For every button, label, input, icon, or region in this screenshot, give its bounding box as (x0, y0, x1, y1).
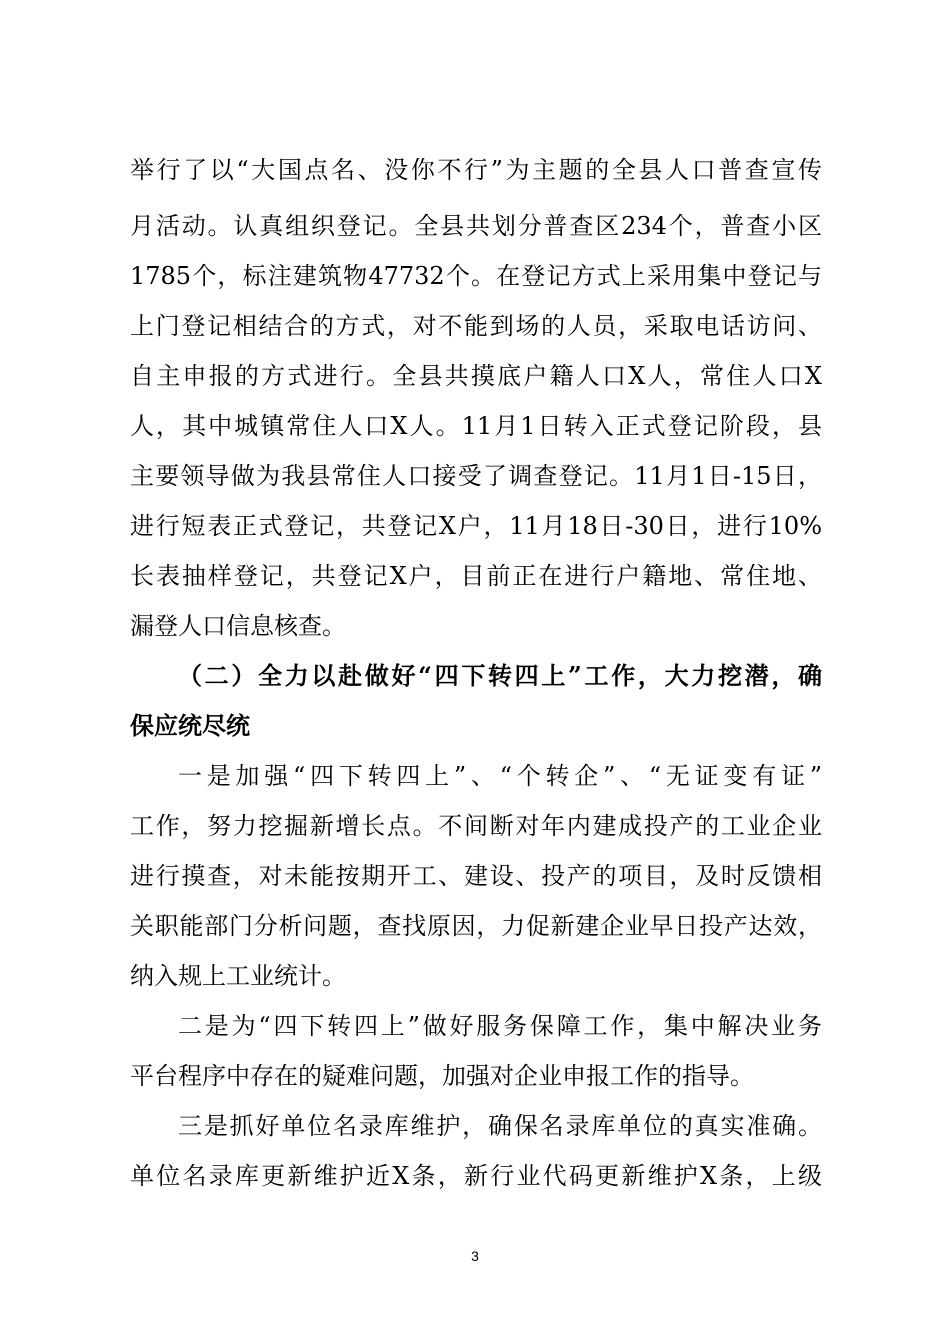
body-text-line: 主要领导做为我县常住人口接受了调查登记。11月1日-15日， (130, 462, 822, 490)
body-text-line: 单位名录库更新维护近X条，新行业代码更新维护X条，上级 (130, 1162, 822, 1190)
body-text-line: 平台程序中存在的疑难问题，加强对企业申报工作的指导。 (130, 1062, 754, 1090)
body-text-line: 进行摸查，对未能按期开工、建设、投产的项目，及时反馈相 (130, 862, 822, 890)
body-text-line: 工作，努力挖掘新增长点。不间断对年内建成投产的工业企业 (130, 812, 822, 840)
body-text-line: 纳入规上工业统计。 (130, 962, 346, 990)
body-text-line: 长表抽样登记，共登记X户，目前正在进行户籍地、常住地、 (130, 562, 822, 590)
body-text-line: 举行了以“大国点名、没你不行”为主题的全县人口普查宣传 (130, 156, 822, 184)
section-heading-line: 保应统尽统 (130, 711, 250, 740)
body-text-line: 三是抓好单位名录库维护，确保名录库单位的真实准确。 (178, 1112, 822, 1140)
body-text-line: 进行短表正式登记，共登记X户，11月18日-30日，进行10% (130, 512, 822, 540)
page-number: 3 (471, 1248, 479, 1264)
body-text-line: 二是为“四下转四上”做好服务保障工作，集中解决业务 (178, 1012, 822, 1040)
body-text-line: 一是加强“四下转四上”、“个转企”、“无证变有证” (178, 762, 822, 790)
body-text-line: 自主申报的方式进行。全县共摸底户籍人口X人，常住人口X (130, 362, 822, 390)
body-text-line: 漏登人口信息核查。 (130, 612, 346, 640)
body-text-line: 关职能部门分析问题，查找原因，力促新建企业早日投产达效， (130, 912, 822, 940)
body-text-line: 上门登记相结合的方式，对不能到场的人员，采取电话访问、 (130, 312, 822, 340)
body-text-line: 人，其中城镇常住人口X人。11月1日转入正式登记阶段，县 (130, 412, 822, 440)
body-text-line: 月活动。认真组织登记。全县共划分普查区234个，普查小区 (130, 212, 822, 240)
body-text-line: 1785个，标注建筑物47732个。在登记方式上采用集中登记与 (130, 262, 822, 290)
section-heading-line: （二）全力以赴做好“四下转四上”工作，大力挖潜，确 (178, 661, 822, 690)
